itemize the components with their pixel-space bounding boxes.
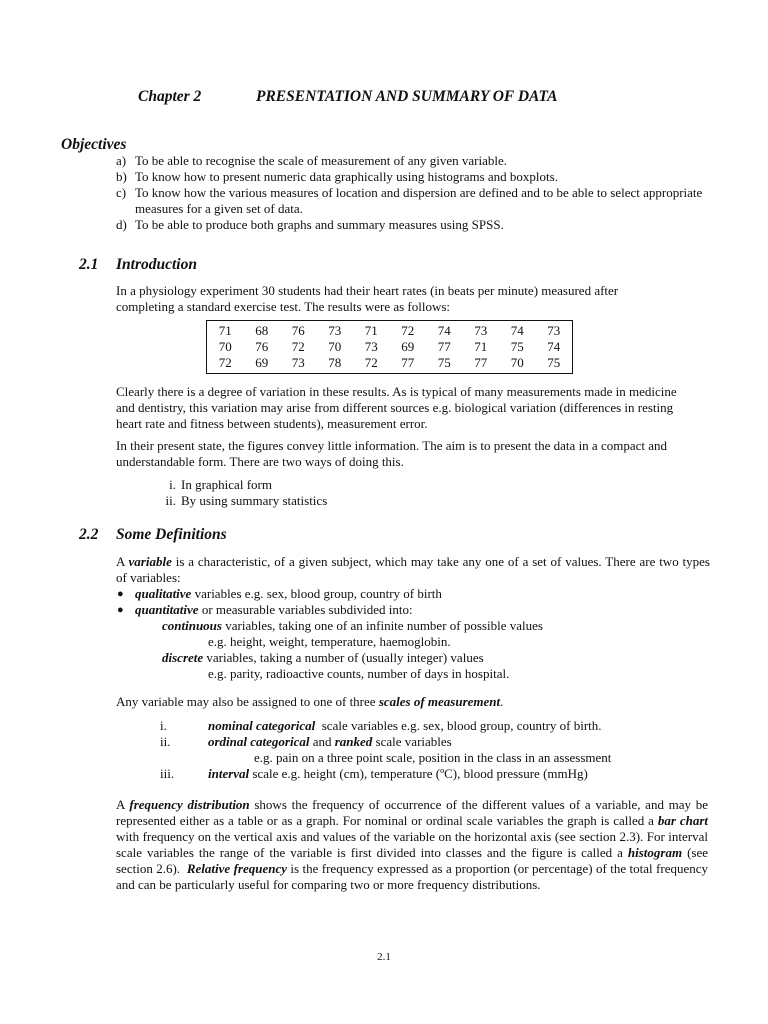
ordinal-example: e.g. pain on a three point scale, position in the class in an assessment [254, 750, 612, 765]
list-item: a) To be able to recognise the scale of measurement of any given variable. [116, 153, 507, 168]
table-row: 70 76 72 70 73 69 77 71 75 74 [218, 339, 561, 354]
list-item: ● quantitative or measurable variables subdivided into: [117, 602, 413, 617]
list-item: c) To know how the various measures of location and dispersion are defined and to be able to select appropriate measures for a given set of data. [116, 185, 703, 216]
variation-paragraph: Clearly there is a degree of variation in these results. As is typical of many measurements made in medicine and dentistry, this variation may arise from different sources e.g. biological variation (differences in resting heart rate and fitness between students), measurement error. [116, 384, 677, 431]
aim-paragraph: In their present state, the figures convey little information. The aim is to present the data in a compact and understandable form. There are two ways of doing this. [116, 438, 668, 469]
list-item: b) To know how to present numeric data graphically using histograms and boxplots. [116, 169, 558, 184]
section-heading-introduction: 2.1 Introduction [79, 256, 197, 273]
continuous-line: continuous variables, taking one of an infinite number of possible values [162, 618, 543, 633]
variable-paragraph: A variable is a characteristic, of a given subject, which may take any one of a set of values. There are two types of variables: [116, 554, 710, 585]
discrete-line: discrete variables, taking a number of (usually integer) values [162, 650, 484, 665]
scales-intro: Any variable may also be assigned to one of three scales of measurement. [116, 694, 504, 709]
objectives-heading: Objectives [61, 136, 127, 153]
definitions-block [116, 554, 710, 682]
bullet-icon: ● [117, 604, 124, 616]
chapter-number: Chapter 2 [138, 88, 202, 105]
table-row: 72 69 73 78 72 77 75 77 70 75 [218, 355, 561, 370]
intro-paragraph: In a physiology experiment 30 students had their heart rates (in beats per minute) measured after completing a standard exercise test. The results were as follows: [116, 283, 619, 314]
continuous-example: e.g. height, weight, temperature, haemoglobin. [208, 634, 451, 649]
list-item: ii. ordinal categorical and ranked scale variables [160, 734, 452, 749]
page-number: 2.1 [377, 951, 391, 963]
list-item: ● qualitative variables e.g. sex, blood group, country of birth [117, 586, 442, 601]
discrete-example: e.g. parity, radioactive counts, number of days in hospital. [208, 666, 510, 681]
page-title [138, 89, 557, 105]
heart-rate-table [206, 320, 573, 374]
list-item: iii. interval scale e.g. height (cm), temperature (ºC), blood pressure (mmHg) [160, 766, 588, 781]
list-item: ii. By using summary statistics [165, 493, 328, 508]
section-heading-definitions: 2.2 Some Definitions [79, 526, 227, 543]
table-row: 71 68 76 73 71 72 74 73 74 73 [218, 323, 561, 338]
bullet-icon: ● [117, 588, 124, 600]
ways-list [150, 477, 327, 509]
list-item: d) To be able to produce both graphs and summary measures using SPSS. [116, 217, 504, 232]
chapter-title: PRESENTATION AND SUMMARY OF DATA [256, 88, 558, 105]
list-item: i. In graphical form [169, 477, 272, 492]
scales-list [160, 718, 720, 782]
frequency-paragraph: A frequency distribution shows the frequency of occurrence of the different values of a variable, and may be represented either as a table or as a graph. For nominal or ordinal scale variables the graph is called a bar chart with frequency on the vertical axis and values of the variable on the horizontal axis (see section 2.3). For interval scale variables the range of the variable is first divided into classes and the figure is called a histogram (see section 2.6). Relative frequency is the frequency expressed as a proportion (or percentage) of the total frequency and can be particularly useful for comparing two or more frequency distributions. [116, 797, 712, 892]
objectives-list [116, 153, 716, 233]
list-item: i. nominal categorical scale variables e.g. sex, blood group, country of birth. [160, 718, 602, 733]
